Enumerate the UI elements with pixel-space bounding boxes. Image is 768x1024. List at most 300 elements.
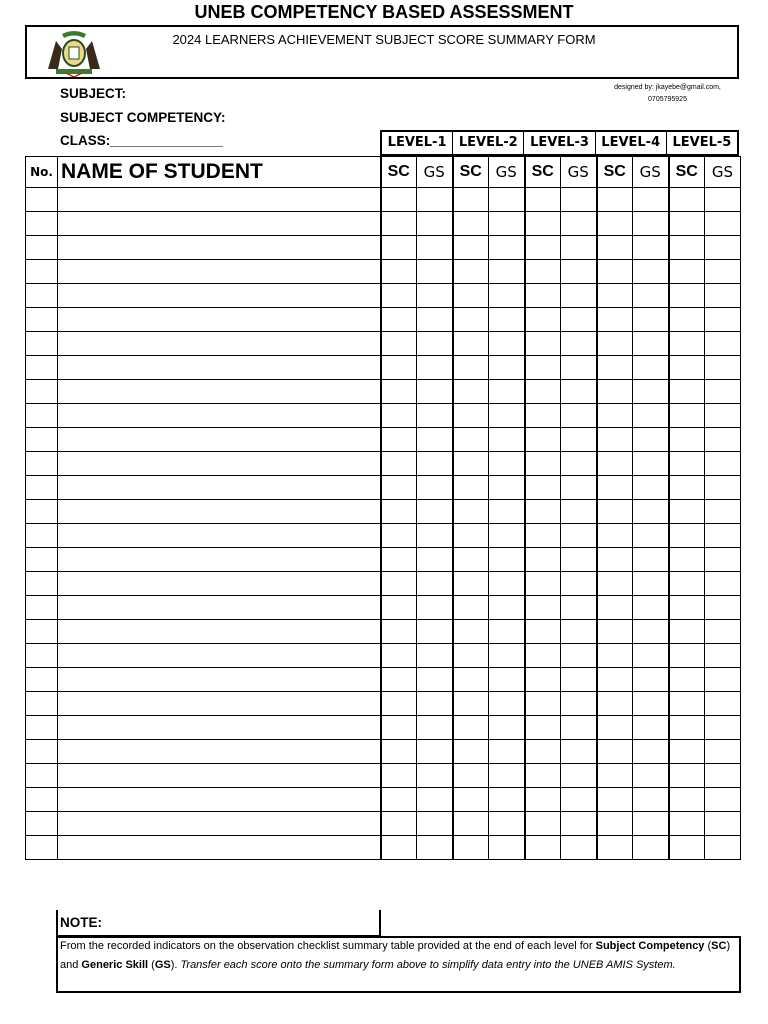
gs-score-cell[interactable]	[561, 716, 597, 740]
gs-score-cell[interactable]	[561, 188, 597, 212]
gs-score-cell[interactable]	[633, 308, 669, 332]
gs-score-cell[interactable]	[417, 188, 453, 212]
gs-score-cell[interactable]	[489, 620, 525, 644]
gs-score-cell[interactable]	[417, 692, 453, 716]
gs-score-cell[interactable]	[633, 596, 669, 620]
gs-score-cell[interactable]	[561, 668, 597, 692]
sc-score-cell[interactable]	[381, 548, 417, 572]
sc-score-cell[interactable]	[381, 620, 417, 644]
sc-score-cell[interactable]	[453, 188, 489, 212]
sc-score-cell[interactable]	[597, 500, 633, 524]
gs-score-cell[interactable]	[705, 500, 741, 524]
gs-score-cell[interactable]	[489, 836, 525, 860]
gs-score-cell[interactable]	[417, 332, 453, 356]
gs-score-cell[interactable]	[705, 284, 741, 308]
sc-score-cell[interactable]	[669, 356, 705, 380]
student-name-cell[interactable]	[58, 596, 381, 620]
gs-score-cell[interactable]	[417, 620, 453, 644]
sc-score-cell[interactable]	[525, 476, 561, 500]
sc-score-cell[interactable]	[669, 668, 705, 692]
sc-score-cell[interactable]	[525, 740, 561, 764]
sc-score-cell[interactable]	[669, 620, 705, 644]
sc-score-cell[interactable]	[381, 668, 417, 692]
gs-score-cell[interactable]	[417, 572, 453, 596]
gs-score-cell[interactable]	[489, 788, 525, 812]
gs-score-cell[interactable]	[417, 236, 453, 260]
gs-score-cell[interactable]	[633, 284, 669, 308]
gs-score-cell[interactable]	[489, 812, 525, 836]
gs-score-cell[interactable]	[633, 716, 669, 740]
sc-score-cell[interactable]	[597, 836, 633, 860]
sc-score-cell[interactable]	[597, 548, 633, 572]
gs-score-cell[interactable]	[417, 404, 453, 428]
student-name-cell[interactable]	[58, 524, 381, 548]
gs-score-cell[interactable]	[489, 356, 525, 380]
sc-score-cell[interactable]	[381, 452, 417, 476]
gs-score-cell[interactable]	[417, 836, 453, 860]
sc-score-cell[interactable]	[669, 788, 705, 812]
gs-score-cell[interactable]	[489, 428, 525, 452]
sc-score-cell[interactable]	[669, 308, 705, 332]
sc-score-cell[interactable]	[597, 692, 633, 716]
gs-score-cell[interactable]	[705, 380, 741, 404]
sc-score-cell[interactable]	[597, 572, 633, 596]
gs-score-cell[interactable]	[489, 692, 525, 716]
student-name-cell[interactable]	[58, 764, 381, 788]
sc-score-cell[interactable]	[525, 644, 561, 668]
gs-score-cell[interactable]	[633, 572, 669, 596]
sc-score-cell[interactable]	[669, 596, 705, 620]
sc-score-cell[interactable]	[525, 500, 561, 524]
gs-score-cell[interactable]	[561, 260, 597, 284]
gs-score-cell[interactable]	[705, 188, 741, 212]
sc-score-cell[interactable]	[381, 764, 417, 788]
sc-score-cell[interactable]	[453, 644, 489, 668]
student-name-cell[interactable]	[58, 572, 381, 596]
sc-score-cell[interactable]	[453, 212, 489, 236]
student-name-cell[interactable]	[58, 836, 381, 860]
sc-score-cell[interactable]	[597, 284, 633, 308]
sc-score-cell[interactable]	[597, 644, 633, 668]
gs-score-cell[interactable]	[633, 692, 669, 716]
gs-score-cell[interactable]	[417, 212, 453, 236]
gs-score-cell[interactable]	[561, 740, 597, 764]
sc-score-cell[interactable]	[597, 380, 633, 404]
sc-score-cell[interactable]	[669, 836, 705, 860]
gs-score-cell[interactable]	[633, 428, 669, 452]
gs-score-cell[interactable]	[705, 740, 741, 764]
gs-score-cell[interactable]	[417, 452, 453, 476]
student-name-cell[interactable]	[58, 740, 381, 764]
gs-score-cell[interactable]	[489, 212, 525, 236]
gs-score-cell[interactable]	[633, 404, 669, 428]
sc-score-cell[interactable]	[669, 764, 705, 788]
sc-score-cell[interactable]	[669, 188, 705, 212]
sc-score-cell[interactable]	[453, 284, 489, 308]
sc-score-cell[interactable]	[381, 812, 417, 836]
sc-score-cell[interactable]	[453, 764, 489, 788]
sc-score-cell[interactable]	[525, 764, 561, 788]
sc-score-cell[interactable]	[453, 452, 489, 476]
gs-score-cell[interactable]	[705, 716, 741, 740]
gs-score-cell[interactable]	[417, 764, 453, 788]
sc-score-cell[interactable]	[525, 788, 561, 812]
sc-score-cell[interactable]	[381, 500, 417, 524]
student-name-cell[interactable]	[58, 356, 381, 380]
sc-score-cell[interactable]	[381, 236, 417, 260]
sc-score-cell[interactable]	[669, 716, 705, 740]
sc-score-cell[interactable]	[381, 332, 417, 356]
sc-score-cell[interactable]	[525, 236, 561, 260]
sc-score-cell[interactable]	[669, 500, 705, 524]
gs-score-cell[interactable]	[417, 380, 453, 404]
gs-score-cell[interactable]	[489, 668, 525, 692]
sc-score-cell[interactable]	[525, 212, 561, 236]
sc-score-cell[interactable]	[453, 692, 489, 716]
sc-score-cell[interactable]	[453, 356, 489, 380]
gs-score-cell[interactable]	[489, 188, 525, 212]
gs-score-cell[interactable]	[561, 212, 597, 236]
sc-score-cell[interactable]	[525, 572, 561, 596]
gs-score-cell[interactable]	[417, 740, 453, 764]
gs-score-cell[interactable]	[705, 404, 741, 428]
gs-score-cell[interactable]	[561, 500, 597, 524]
student-name-cell[interactable]	[58, 644, 381, 668]
gs-score-cell[interactable]	[633, 236, 669, 260]
gs-score-cell[interactable]	[705, 764, 741, 788]
gs-score-cell[interactable]	[489, 404, 525, 428]
gs-score-cell[interactable]	[417, 284, 453, 308]
student-name-cell[interactable]	[58, 332, 381, 356]
sc-score-cell[interactable]	[525, 380, 561, 404]
gs-score-cell[interactable]	[705, 260, 741, 284]
sc-score-cell[interactable]	[381, 284, 417, 308]
gs-score-cell[interactable]	[705, 620, 741, 644]
sc-score-cell[interactable]	[669, 332, 705, 356]
gs-score-cell[interactable]	[489, 332, 525, 356]
gs-score-cell[interactable]	[633, 740, 669, 764]
gs-score-cell[interactable]	[705, 452, 741, 476]
sc-score-cell[interactable]	[381, 428, 417, 452]
gs-score-cell[interactable]	[489, 284, 525, 308]
gs-score-cell[interactable]	[417, 476, 453, 500]
gs-score-cell[interactable]	[633, 212, 669, 236]
student-name-cell[interactable]	[58, 452, 381, 476]
sc-score-cell[interactable]	[453, 500, 489, 524]
gs-score-cell[interactable]	[561, 548, 597, 572]
sc-score-cell[interactable]	[669, 212, 705, 236]
student-name-cell[interactable]	[58, 380, 381, 404]
gs-score-cell[interactable]	[705, 644, 741, 668]
gs-score-cell[interactable]	[417, 596, 453, 620]
gs-score-cell[interactable]	[633, 812, 669, 836]
gs-score-cell[interactable]	[633, 620, 669, 644]
sc-score-cell[interactable]	[669, 572, 705, 596]
sc-score-cell[interactable]	[453, 404, 489, 428]
gs-score-cell[interactable]	[633, 332, 669, 356]
sc-score-cell[interactable]	[669, 284, 705, 308]
gs-score-cell[interactable]	[489, 716, 525, 740]
gs-score-cell[interactable]	[417, 428, 453, 452]
sc-score-cell[interactable]	[525, 668, 561, 692]
sc-score-cell[interactable]	[525, 548, 561, 572]
student-name-cell[interactable]	[58, 788, 381, 812]
gs-score-cell[interactable]	[633, 524, 669, 548]
gs-score-cell[interactable]	[417, 788, 453, 812]
gs-score-cell[interactable]	[489, 740, 525, 764]
gs-score-cell[interactable]	[561, 524, 597, 548]
gs-score-cell[interactable]	[417, 548, 453, 572]
gs-score-cell[interactable]	[561, 308, 597, 332]
sc-score-cell[interactable]	[525, 308, 561, 332]
gs-score-cell[interactable]	[561, 284, 597, 308]
gs-score-cell[interactable]	[417, 356, 453, 380]
student-name-cell[interactable]	[58, 212, 381, 236]
gs-score-cell[interactable]	[489, 572, 525, 596]
student-name-cell[interactable]	[58, 692, 381, 716]
sc-score-cell[interactable]	[597, 764, 633, 788]
sc-score-cell[interactable]	[669, 740, 705, 764]
sc-score-cell[interactable]	[525, 596, 561, 620]
sc-score-cell[interactable]	[381, 644, 417, 668]
student-name-cell[interactable]	[58, 668, 381, 692]
sc-score-cell[interactable]	[381, 572, 417, 596]
gs-score-cell[interactable]	[633, 452, 669, 476]
student-name-cell[interactable]	[58, 188, 381, 212]
gs-score-cell[interactable]	[705, 524, 741, 548]
gs-score-cell[interactable]	[705, 428, 741, 452]
gs-score-cell[interactable]	[561, 764, 597, 788]
sc-score-cell[interactable]	[525, 716, 561, 740]
sc-score-cell[interactable]	[381, 308, 417, 332]
sc-score-cell[interactable]	[381, 836, 417, 860]
gs-score-cell[interactable]	[633, 764, 669, 788]
sc-score-cell[interactable]	[381, 380, 417, 404]
sc-score-cell[interactable]	[381, 596, 417, 620]
sc-score-cell[interactable]	[525, 428, 561, 452]
gs-score-cell[interactable]	[489, 764, 525, 788]
sc-score-cell[interactable]	[453, 836, 489, 860]
gs-score-cell[interactable]	[633, 188, 669, 212]
gs-score-cell[interactable]	[633, 644, 669, 668]
gs-score-cell[interactable]	[417, 308, 453, 332]
sc-score-cell[interactable]	[669, 452, 705, 476]
gs-score-cell[interactable]	[489, 236, 525, 260]
sc-score-cell[interactable]	[453, 548, 489, 572]
sc-score-cell[interactable]	[453, 740, 489, 764]
student-name-cell[interactable]	[58, 716, 381, 740]
gs-score-cell[interactable]	[561, 812, 597, 836]
sc-score-cell[interactable]	[597, 332, 633, 356]
sc-score-cell[interactable]	[381, 788, 417, 812]
sc-score-cell[interactable]	[453, 668, 489, 692]
sc-score-cell[interactable]	[597, 668, 633, 692]
gs-score-cell[interactable]	[633, 548, 669, 572]
sc-score-cell[interactable]	[669, 524, 705, 548]
sc-score-cell[interactable]	[453, 788, 489, 812]
gs-score-cell[interactable]	[561, 836, 597, 860]
gs-score-cell[interactable]	[705, 668, 741, 692]
sc-score-cell[interactable]	[525, 356, 561, 380]
sc-score-cell[interactable]	[381, 692, 417, 716]
gs-score-cell[interactable]	[561, 380, 597, 404]
sc-score-cell[interactable]	[525, 260, 561, 284]
sc-score-cell[interactable]	[669, 236, 705, 260]
sc-score-cell[interactable]	[597, 260, 633, 284]
sc-score-cell[interactable]	[453, 380, 489, 404]
sc-score-cell[interactable]	[525, 812, 561, 836]
gs-score-cell[interactable]	[489, 452, 525, 476]
gs-score-cell[interactable]	[489, 476, 525, 500]
sc-score-cell[interactable]	[381, 188, 417, 212]
gs-score-cell[interactable]	[489, 308, 525, 332]
gs-score-cell[interactable]	[633, 668, 669, 692]
sc-score-cell[interactable]	[453, 236, 489, 260]
gs-score-cell[interactable]	[705, 548, 741, 572]
gs-score-cell[interactable]	[561, 356, 597, 380]
sc-score-cell[interactable]	[669, 428, 705, 452]
sc-score-cell[interactable]	[381, 476, 417, 500]
gs-score-cell[interactable]	[633, 788, 669, 812]
sc-score-cell[interactable]	[669, 644, 705, 668]
gs-score-cell[interactable]	[561, 644, 597, 668]
sc-score-cell[interactable]	[597, 452, 633, 476]
gs-score-cell[interactable]	[561, 620, 597, 644]
sc-score-cell[interactable]	[525, 332, 561, 356]
gs-score-cell[interactable]	[417, 668, 453, 692]
sc-score-cell[interactable]	[453, 620, 489, 644]
gs-score-cell[interactable]	[633, 260, 669, 284]
sc-score-cell[interactable]	[669, 260, 705, 284]
gs-score-cell[interactable]	[561, 404, 597, 428]
gs-score-cell[interactable]	[561, 236, 597, 260]
sc-score-cell[interactable]	[381, 404, 417, 428]
sc-score-cell[interactable]	[453, 812, 489, 836]
sc-score-cell[interactable]	[453, 428, 489, 452]
gs-score-cell[interactable]	[417, 524, 453, 548]
sc-score-cell[interactable]	[597, 788, 633, 812]
sc-score-cell[interactable]	[669, 692, 705, 716]
sc-score-cell[interactable]	[597, 428, 633, 452]
gs-score-cell[interactable]	[489, 380, 525, 404]
gs-score-cell[interactable]	[705, 476, 741, 500]
sc-score-cell[interactable]	[381, 212, 417, 236]
gs-score-cell[interactable]	[705, 332, 741, 356]
gs-score-cell[interactable]	[633, 500, 669, 524]
sc-score-cell[interactable]	[597, 308, 633, 332]
sc-score-cell[interactable]	[597, 188, 633, 212]
gs-score-cell[interactable]	[417, 644, 453, 668]
gs-score-cell[interactable]	[705, 308, 741, 332]
student-name-cell[interactable]	[58, 500, 381, 524]
gs-score-cell[interactable]	[489, 260, 525, 284]
gs-score-cell[interactable]	[633, 356, 669, 380]
gs-score-cell[interactable]	[489, 644, 525, 668]
sc-score-cell[interactable]	[453, 716, 489, 740]
gs-score-cell[interactable]	[489, 596, 525, 620]
sc-score-cell[interactable]	[453, 596, 489, 620]
sc-score-cell[interactable]	[453, 572, 489, 596]
sc-score-cell[interactable]	[669, 404, 705, 428]
gs-score-cell[interactable]	[489, 548, 525, 572]
gs-score-cell[interactable]	[705, 812, 741, 836]
student-name-cell[interactable]	[58, 812, 381, 836]
gs-score-cell[interactable]	[705, 788, 741, 812]
sc-score-cell[interactable]	[597, 596, 633, 620]
sc-score-cell[interactable]	[597, 740, 633, 764]
gs-score-cell[interactable]	[561, 572, 597, 596]
sc-score-cell[interactable]	[597, 212, 633, 236]
gs-score-cell[interactable]	[705, 596, 741, 620]
student-name-cell[interactable]	[58, 404, 381, 428]
gs-score-cell[interactable]	[489, 524, 525, 548]
gs-score-cell[interactable]	[633, 476, 669, 500]
gs-score-cell[interactable]	[561, 692, 597, 716]
sc-score-cell[interactable]	[525, 404, 561, 428]
sc-score-cell[interactable]	[597, 620, 633, 644]
gs-score-cell[interactable]	[705, 692, 741, 716]
sc-score-cell[interactable]	[453, 308, 489, 332]
sc-score-cell[interactable]	[453, 476, 489, 500]
gs-score-cell[interactable]	[561, 452, 597, 476]
sc-score-cell[interactable]	[597, 476, 633, 500]
sc-score-cell[interactable]	[669, 548, 705, 572]
student-name-cell[interactable]	[58, 260, 381, 284]
student-name-cell[interactable]	[58, 308, 381, 332]
sc-score-cell[interactable]	[597, 356, 633, 380]
gs-score-cell[interactable]	[705, 212, 741, 236]
sc-score-cell[interactable]	[453, 260, 489, 284]
sc-score-cell[interactable]	[669, 812, 705, 836]
gs-score-cell[interactable]	[705, 836, 741, 860]
sc-score-cell[interactable]	[597, 716, 633, 740]
gs-score-cell[interactable]	[561, 332, 597, 356]
student-name-cell[interactable]	[58, 476, 381, 500]
student-name-cell[interactable]	[58, 236, 381, 260]
sc-score-cell[interactable]	[597, 236, 633, 260]
gs-score-cell[interactable]	[561, 428, 597, 452]
sc-score-cell[interactable]	[597, 812, 633, 836]
gs-score-cell[interactable]	[417, 716, 453, 740]
sc-score-cell[interactable]	[453, 524, 489, 548]
gs-score-cell[interactable]	[417, 260, 453, 284]
sc-score-cell[interactable]	[597, 524, 633, 548]
gs-score-cell[interactable]	[561, 788, 597, 812]
sc-score-cell[interactable]	[525, 836, 561, 860]
sc-score-cell[interactable]	[381, 356, 417, 380]
sc-score-cell[interactable]	[381, 260, 417, 284]
sc-score-cell[interactable]	[525, 188, 561, 212]
sc-score-cell[interactable]	[525, 284, 561, 308]
student-name-cell[interactable]	[58, 428, 381, 452]
student-name-cell[interactable]	[58, 548, 381, 572]
gs-score-cell[interactable]	[561, 476, 597, 500]
sc-score-cell[interactable]	[381, 716, 417, 740]
gs-score-cell[interactable]	[417, 500, 453, 524]
sc-score-cell[interactable]	[525, 524, 561, 548]
sc-score-cell[interactable]	[669, 476, 705, 500]
gs-score-cell[interactable]	[705, 572, 741, 596]
gs-score-cell[interactable]	[705, 356, 741, 380]
sc-score-cell[interactable]	[669, 380, 705, 404]
sc-score-cell[interactable]	[597, 404, 633, 428]
gs-score-cell[interactable]	[705, 236, 741, 260]
gs-score-cell[interactable]	[417, 812, 453, 836]
sc-score-cell[interactable]	[381, 524, 417, 548]
sc-score-cell[interactable]	[453, 332, 489, 356]
gs-score-cell[interactable]	[633, 380, 669, 404]
student-name-cell[interactable]	[58, 284, 381, 308]
